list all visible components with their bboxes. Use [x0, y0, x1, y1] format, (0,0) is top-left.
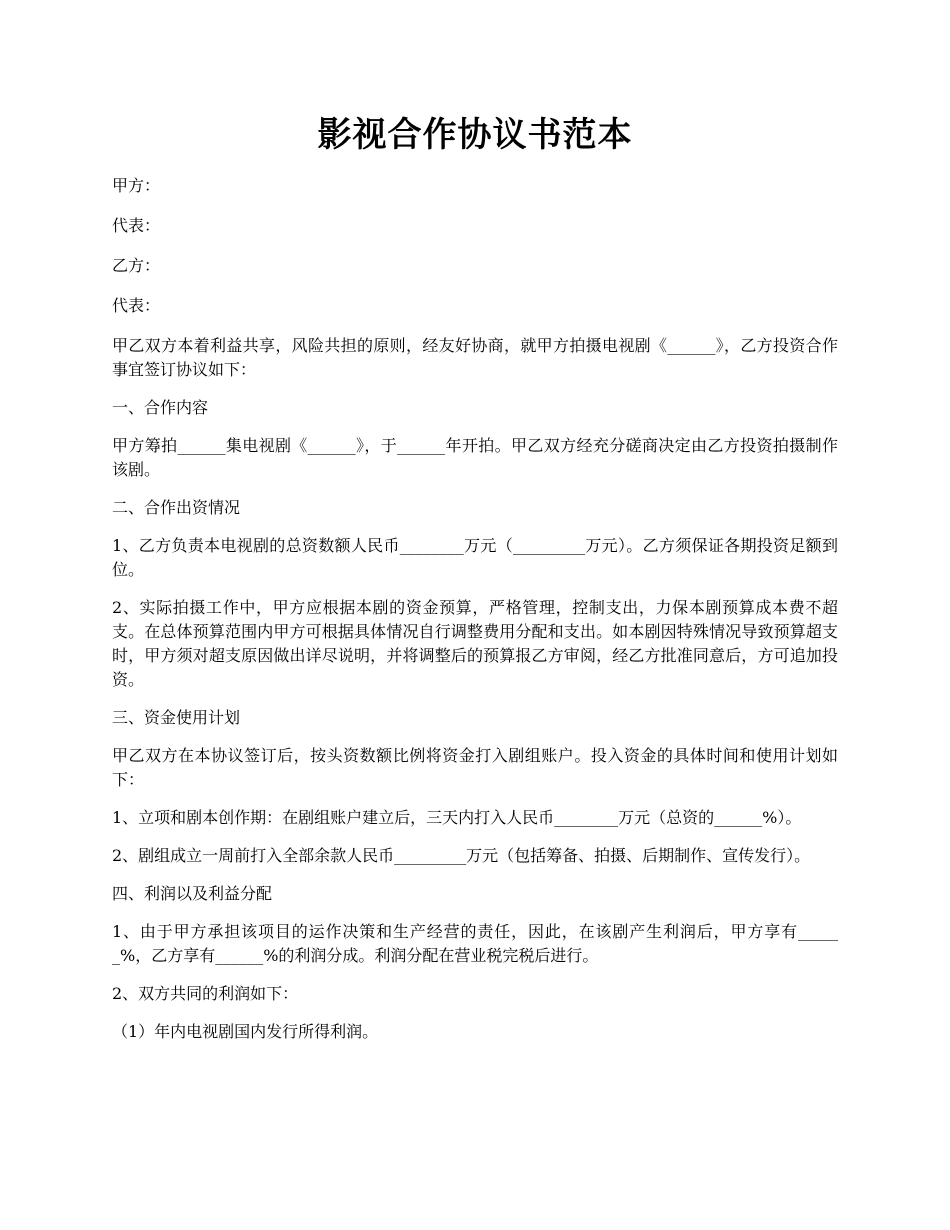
document-title: 影视合作协议书范本	[317, 115, 633, 155]
party-a-label: 甲方：	[112, 176, 161, 195]
profit-subclause-1: （1）年内电视剧国内发行所得利润。	[112, 1022, 379, 1041]
section-heading-profit: 四、利润以及利益分配	[112, 884, 273, 903]
section-heading-fund-plan: 三、资金使用计划	[112, 708, 241, 727]
investment-clause-1: 1、乙方负责本电视剧的总资数额人民币________万元（_________万元）。乙方须保证各期投资足额到位。	[112, 536, 838, 579]
fund-plan-paragraph: 甲乙双方在本协议签订后，按头资数额比例将资金打入剧组账户。投入资金的具体时间和使用计划如下：	[112, 746, 838, 789]
investment-clause-2: 2、实际拍摄工作中，甲方应根据本剧的资金预算，严格管理，控制支出，力保本剧预算成本费不超支。在总体预算范围内甲方可根据具体情况自行调整费用分配和支出。如本剧因特殊情况导致预算超支时，甲方须对超支原因做出详尽说明，并将调整后的预算报乙方审阅，经乙方批准同意后，方可追加投资。	[112, 598, 838, 689]
fund-plan-clause-1: 1、立项和剧本创作期：在剧组账户建立后，三天内打入人民币________万元（总资的______%）。	[112, 808, 802, 827]
fund-plan-clause-2: 2、剧组成立一周前打入全部余款人民币_________万元（包括筹备、拍摄、后期制作、宣传发行）。	[112, 846, 811, 865]
section-heading-investment: 二、合作出资情况	[112, 498, 241, 517]
party-b-representative-label: 代表：	[112, 296, 161, 315]
document-body	[112, 174, 838, 1044]
party-a-representative-label: 代表：	[112, 216, 161, 235]
profit-clause-2: 2、双方共同的利润如下：	[112, 984, 299, 1003]
party-b-label: 乙方：	[112, 256, 161, 275]
agreement-intro-paragraph: 甲乙双方本着利益共享，风险共担的原则，经友好协商，就甲方拍摄电视剧《______》，乙方投资合作事宜签订协议如下：	[112, 336, 838, 379]
section-heading-cooperation-content: 一、合作内容	[112, 398, 209, 417]
profit-clause-1: 1、由于甲方承担该项目的运作决策和生产经营的责任，因此，在该剧产生利润后，甲方享有______%，乙方享有______%的利润分成。利润分配在营业税完税后进行。	[112, 922, 838, 965]
cooperation-content-paragraph: 甲方筹拍______集电视剧《______》，于______年开拍。甲乙双方经充分磋商决定由乙方投资拍摄制作该剧。	[112, 436, 838, 479]
